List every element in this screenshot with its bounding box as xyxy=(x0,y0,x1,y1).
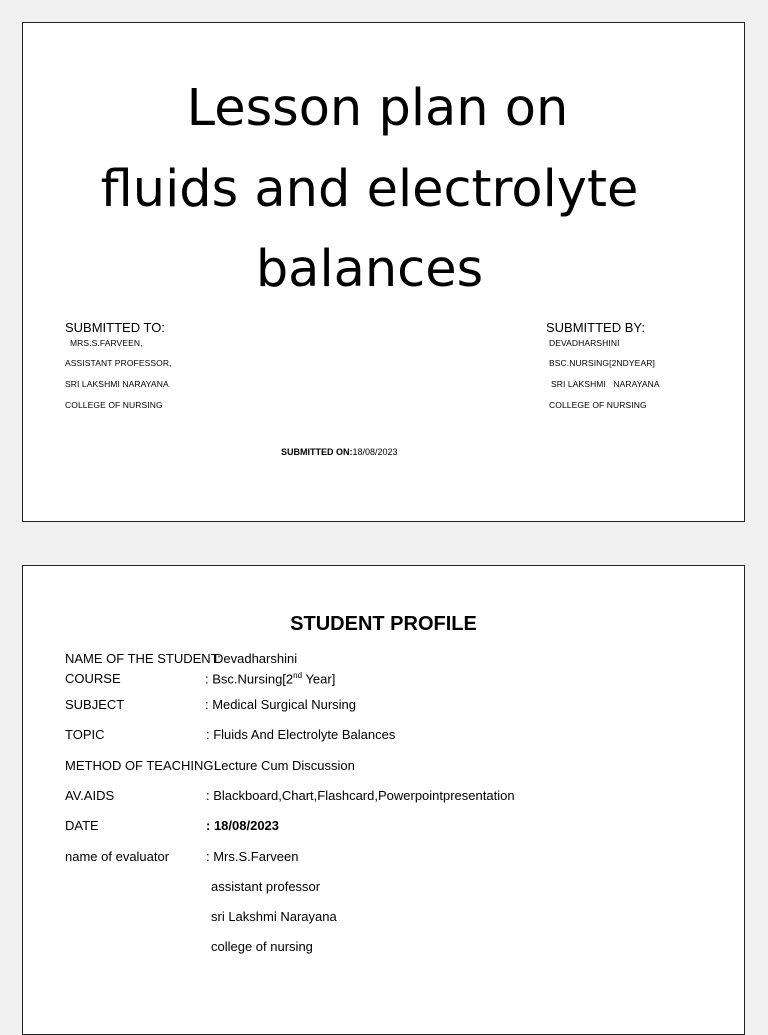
course-value xyxy=(205,671,335,686)
evaluator-line: : Mrs.S.Farveen xyxy=(206,849,299,864)
date-label: DATE xyxy=(65,818,99,833)
subject-value: : Medical Surgical Nursing xyxy=(205,697,357,712)
name-value: Devadharshini xyxy=(214,651,298,666)
submitted-on-label: SUBMITTED ON: xyxy=(281,447,353,457)
submitted-by-line: DEVADHARSHINI xyxy=(549,338,620,348)
submitted-by-line: SRI LAKSHMI NARAYANA xyxy=(551,379,660,389)
submitted-by-line: BSC.NURSING[2NDYEAR] xyxy=(549,358,655,368)
method-value: Lecture Cum Discussion xyxy=(214,758,355,773)
submitted-on-value: 18/08/2023 xyxy=(352,447,398,457)
evaluator-line: sri Lakshmi Narayana xyxy=(211,909,337,924)
evaluator-line: college of nursing xyxy=(211,939,313,954)
submitted-to-line: ASSISTANT PROFESSOR, xyxy=(65,358,172,368)
topic-value: : Fluids And Electrolyte Balances xyxy=(206,727,396,742)
profile-title: STUDENT PROFILE xyxy=(290,613,477,635)
course-value-sup: nd xyxy=(293,671,303,680)
title-line-1: Lesson plan on xyxy=(186,79,569,138)
aids-label: AV.AIDS xyxy=(65,788,115,803)
submitted-by-heading: SUBMITTED BY: xyxy=(546,320,645,335)
submitted-to-heading: SUBMITTED TO: xyxy=(65,320,165,335)
student-profile-slide xyxy=(22,565,745,1035)
submitted-to-line: SRI LAKSHMI NARAYANA xyxy=(65,379,169,389)
name-label: NAME OF THE STUDENT: xyxy=(65,651,221,666)
date-value: : 18/08/2023 xyxy=(206,818,280,833)
submitted-on xyxy=(281,447,398,457)
course-value-text: : Bsc.Nursing[2 xyxy=(205,671,294,687)
aids-value: : Blackboard,Chart,Flashcard,Powerpointpresentation xyxy=(206,788,515,803)
method-label: METHOD OF TEACHING: xyxy=(65,758,218,773)
title-line-3: balances xyxy=(255,240,484,299)
subject-label: SUBJECT xyxy=(65,697,125,712)
course-label: COURSE xyxy=(65,671,121,686)
submitted-by-line: COLLEGE OF NURSING xyxy=(549,400,647,410)
submitted-to-line: MRS.S.FARVEEN, xyxy=(70,338,143,348)
course-value-text-end: Year] xyxy=(302,671,336,687)
cover-slide xyxy=(22,22,745,522)
topic-label: TOPIC xyxy=(65,727,105,742)
title-line-2: fluids and electrolyte xyxy=(100,160,639,219)
evaluator-label: name of evaluator xyxy=(65,849,170,864)
submitted-to-line: COLLEGE OF NURSING xyxy=(65,400,163,410)
evaluator-line: assistant professor xyxy=(211,879,321,894)
